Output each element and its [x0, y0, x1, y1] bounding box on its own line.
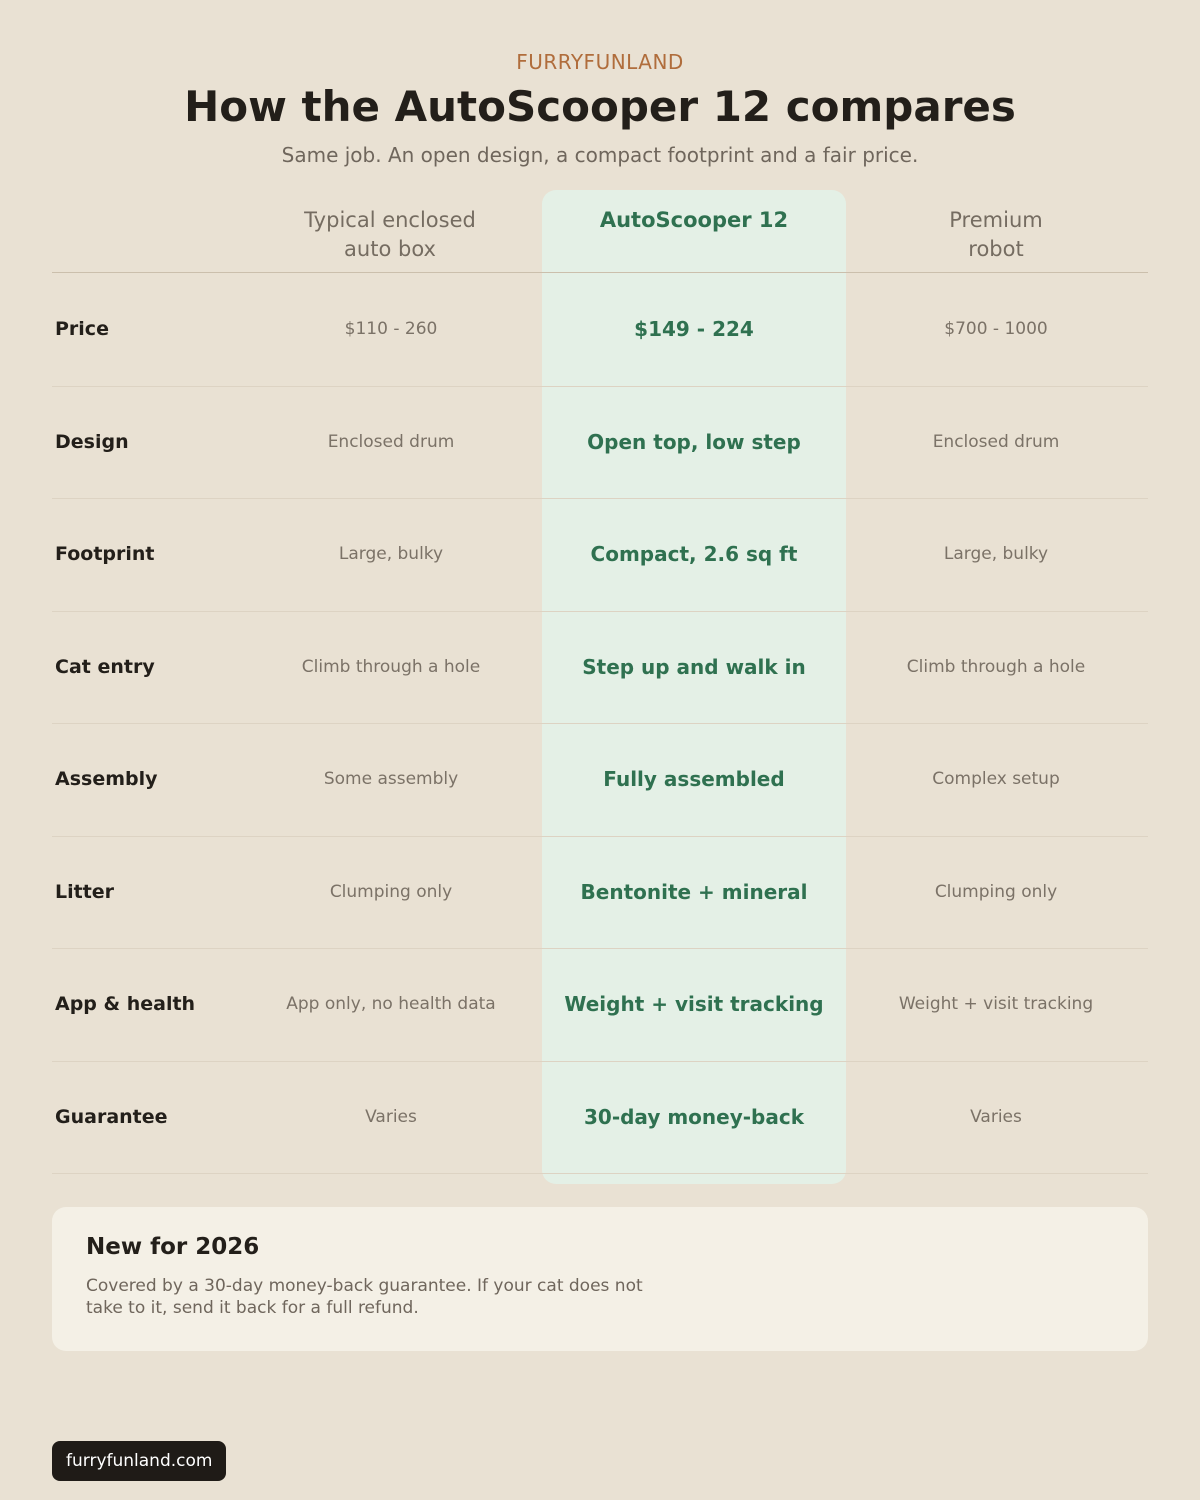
column-header-line: Typical enclosed	[304, 208, 476, 232]
cell-typical: Some assembly	[323, 769, 459, 789]
brand-name: FURRYFUNLAND	[516, 50, 684, 74]
row-label: Assembly	[55, 768, 158, 790]
row-label: Guarantee	[55, 1105, 168, 1128]
cell-typical: Enclosed drum	[327, 431, 455, 452]
column-header-line: auto box	[344, 237, 436, 261]
row-label: Footprint	[55, 543, 155, 565]
table-row	[52, 387, 1148, 500]
cell-autoscooper: Weight + visit tracking	[564, 992, 824, 1016]
row-label: Cat entry	[55, 655, 155, 678]
website-badge[interactable]: furryfunland.com	[52, 1441, 226, 1481]
row-label: Price	[55, 318, 109, 340]
table-row	[52, 1062, 1148, 1175]
column-header-line: AutoScooper 12	[599, 208, 789, 232]
cell-autoscooper: Compact, 2.6 sq ft	[590, 542, 798, 566]
cell-premium: Enclosed drum	[932, 431, 1060, 452]
row-label: Design	[55, 430, 129, 453]
cell-autoscooper: 30-day money-back	[583, 1104, 805, 1129]
table-row	[52, 724, 1148, 837]
cell-premium: Complex setup	[932, 769, 1060, 789]
cell-premium: Clumping only	[934, 881, 1058, 902]
cell-autoscooper: Step up and walk in	[582, 654, 806, 679]
cell-typical: App only, no health data	[286, 994, 496, 1014]
cell-premium: Large, bulky	[943, 544, 1049, 564]
column-header-autoscooper	[544, 206, 844, 235]
cell-premium: Weight + visit tracking	[898, 994, 1094, 1014]
cell-premium: Varies	[970, 1106, 1022, 1127]
cell-typical: Varies	[365, 1106, 417, 1127]
comparison-table	[52, 274, 1148, 1174]
cell-typical: Climb through a hole	[301, 656, 481, 677]
header-divider	[52, 272, 1148, 273]
info-card-line: Covered by a 30-day money-back guarantee. If your cat does not	[86, 1276, 643, 1296]
table-row	[52, 499, 1148, 612]
table-row	[52, 274, 1148, 387]
cell-autoscooper: Open top, low step	[587, 429, 801, 454]
page-title: How the AutoScooper 12 compares	[184, 82, 1016, 131]
cell-premium: $700 - 1000	[944, 319, 1048, 339]
table-row	[52, 949, 1148, 1062]
cell-typical: Clumping only	[329, 881, 453, 902]
table-row	[52, 612, 1148, 725]
column-header-premium	[846, 206, 1146, 264]
cell-autoscooper: Fully assembled	[603, 767, 785, 791]
info-card	[52, 1207, 1148, 1351]
cell-typical: Large, bulky	[338, 544, 444, 564]
column-header-line: Premium	[949, 208, 1043, 232]
table-row	[52, 837, 1148, 950]
row-label: App & health	[55, 993, 196, 1015]
cell-autoscooper: Bentonite + mineral	[580, 879, 808, 904]
cell-premium: Climb through a hole	[906, 656, 1086, 677]
page-subtitle: Same job. An open design, a compact footprint and a fair price.	[281, 143, 919, 167]
cell-typical: $110 - 260	[344, 319, 438, 339]
column-header-typical	[240, 206, 540, 264]
info-card-line: take to it, send it back for a full refund.	[86, 1298, 419, 1318]
column-header-line: robot	[968, 237, 1024, 261]
info-card-title: New for 2026	[86, 1234, 260, 1260]
row-label: Litter	[55, 880, 115, 903]
info-card-text	[86, 1275, 706, 1319]
cell-autoscooper: $149 - 224	[634, 317, 754, 341]
